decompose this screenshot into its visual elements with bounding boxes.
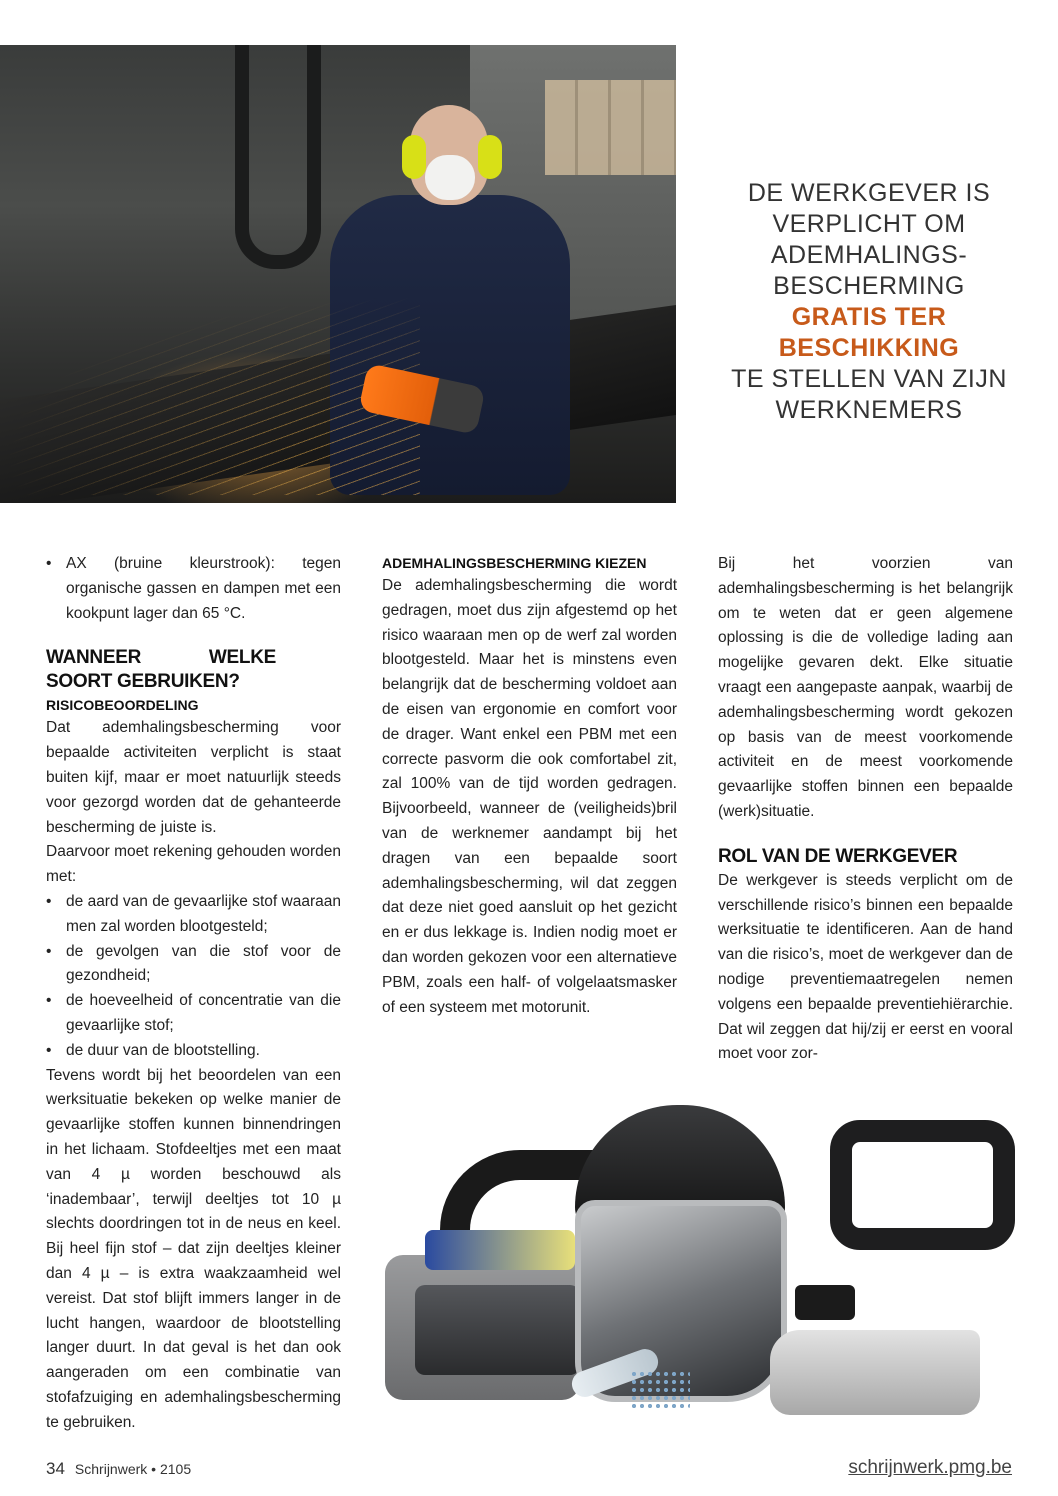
quote-line: TE STELLEN VAN ZIJN <box>731 365 1007 393</box>
product-belt <box>830 1120 1015 1250</box>
criteria-list <box>46 890 341 1064</box>
photo-extraction-pipe <box>235 45 321 269</box>
photo-dust-mask <box>425 155 475 200</box>
paragraph: De ademhalingsbescherming die wordt gedragen, moet dus zijn afgestemd op het risico waaraan men op de werf zal worden blootgesteld. Maar het is minstens even belangrijk dat de bescherming voldoet aan de eisen van ergonomie en comfort voor de drager. Want enkel een PBM met een correcte pasvorm die ook comfortabel zit, zal 100% van de tijd worden gedragen. Bijvoorbeeld, wanneer de (veiligheids)bril van de werknemer aandampt bij het dragen van een bepaalde soort ademhalingsbescherming, wil dat zeggen dat deze niet goed aansluit op het gezicht en er dus lekkage is. Indien nodig moet er dan worden gekozen voor een alternatieve PBM, zoals een half- of volgelaatsmasker of een systeem met motorunit. <box>382 577 677 1016</box>
list-item-text: de aard van de gevaarlijke stof waaraan men zal worden blootgesteld; <box>66 892 341 935</box>
photo-ear-protection-left <box>402 135 426 179</box>
hero-photo-grinding-worker <box>0 45 676 503</box>
page-number: 34 <box>46 1459 65 1478</box>
quote-line: DE WERKGEVER IS <box>747 179 991 207</box>
website-link[interactable]: schrijnwerk.pmg.be <box>848 1457 1012 1478</box>
column-2 <box>382 552 677 1020</box>
pull-quote <box>700 178 1038 426</box>
quote-line: ADEMHALINGS- <box>770 241 968 269</box>
sub-heading: ADEMHALINGSBESCHERMING KIEZEN <box>382 555 647 571</box>
list-item: • de duur van de blootstelling. <box>46 1041 260 1059</box>
list-item: • de gevolgen van die stof voor de gezondheid; <box>46 942 341 985</box>
section-heading: WANNEER WELKE SOORT GEBRUIKEN? <box>46 647 276 693</box>
product-photo-powered-respirator <box>380 1105 1020 1435</box>
product-blower-front <box>415 1285 580 1375</box>
quote-line: WERKNEMERS <box>775 396 963 424</box>
quote-highlight: GRATIS TER <box>791 303 947 331</box>
column-1 <box>46 552 341 1436</box>
photo-sparks <box>0 295 420 495</box>
list-item-text: de duur van de blootstelling. <box>66 1041 260 1059</box>
product-prefilters <box>630 1370 690 1410</box>
filter-type-list <box>46 552 341 626</box>
magazine-issue: Schrijnwerk • 2105 <box>74 1461 192 1477</box>
paragraph: Bij het voorzien van ademhalingsbescherming is het belangrijk om te weten dat er geen algemene oplossing is die de volledige lading aan mogelijke gevaren dekt. Elke situatie vraagt een aangepaste aanpak, waarbij de ademhalingsbescherming wordt gekozen op basis van de meest voorkomende activiteit en de meest voorkomende gevaarlijke stoffen binnen een bepaalde (werk)situatie. <box>718 555 1013 820</box>
quote-line: VERPLICHT OM <box>772 210 966 238</box>
photo-shelf-boxes <box>545 80 676 175</box>
product-battery <box>770 1330 980 1415</box>
product-charger <box>795 1285 855 1320</box>
paragraph: Daarvoor moet rekening gehouden worden met: <box>46 843 341 886</box>
paragraph: Tevens wordt bij het beoordelen van een werksituatie bekeken op welke manier de gevaarlijke stoffen kunnen binnendringen in het lichaam. Stofdeeltjes met een maat van 4 µ worden beschouwd als ‘inadembaar’, terwijl deeltjes tot 10 µ slechts doordringen tot in de neus en keel. Bij heel fijn stof – dat zijn deeltjes kleiner dan 4 µ – is extra waakzaamheid wel vereist. Dat stof blijft immers langer in de lucht hangen, waardoor de blootstelling langer duurt. In dat geval is het dan ook aangeraden om een combinatie van stofafzuiging en ademhalingsbescherming te gebruiken. <box>46 1066 341 1431</box>
bullet-text: (bruine kleurstrook): tegen organische gassen en dampen met een kookpunt lager dan 65 °C. <box>66 555 341 622</box>
list-item: • AX (bruine kleurstrook): tegen organische gassen en dampen met een kookpunt lager dan 65 °C. <box>46 555 341 622</box>
paragraph: De werkgever is steeds verplicht om de verschillende risico’s binnen een bepaalde werksituatie te identificeren. Aan de hand van die risico’s, moet de werkgever dan de nodige preventiemaatregelen nemen volgens een bepaalde preventiehiërarchie. Dat wil zeggen dat hij/zij er eerst en vooral moet voor zor- <box>718 871 1013 1063</box>
product-filter <box>425 1230 575 1270</box>
paragraph: Dat ademhalingsbescherming voor bepaalde activiteiten verplicht is staat buiten kijf, maar er moet natuurlijk steeds voor gezorgd worden dat de gehanteerde bescherming de juiste is. <box>46 719 341 836</box>
quote-highlight: BESCHIKKING <box>778 334 960 362</box>
list-item: • de aard van de gevaarlijke stof waaraan men zal worden blootgesteld; <box>46 892 341 935</box>
bullet-label: AX <box>66 555 87 572</box>
photo-ear-protection-right <box>478 135 502 179</box>
footer-left <box>46 1459 191 1479</box>
list-item: • de hoeveelheid of concentratie van die gevaarlijke stof; <box>46 992 341 1034</box>
section-heading: ROL VAN DE WERKGEVER <box>718 845 958 867</box>
sub-heading: RISICOBEOORDELING <box>46 697 199 714</box>
list-item-text: de hoeveelheid of concentratie van die gevaarlijke stof; <box>66 992 341 1034</box>
column-3 <box>718 552 1013 1067</box>
list-item-text: de gevolgen van die stof voor de gezondheid; <box>66 942 341 985</box>
quote-line: BESCHERMING <box>773 272 965 300</box>
